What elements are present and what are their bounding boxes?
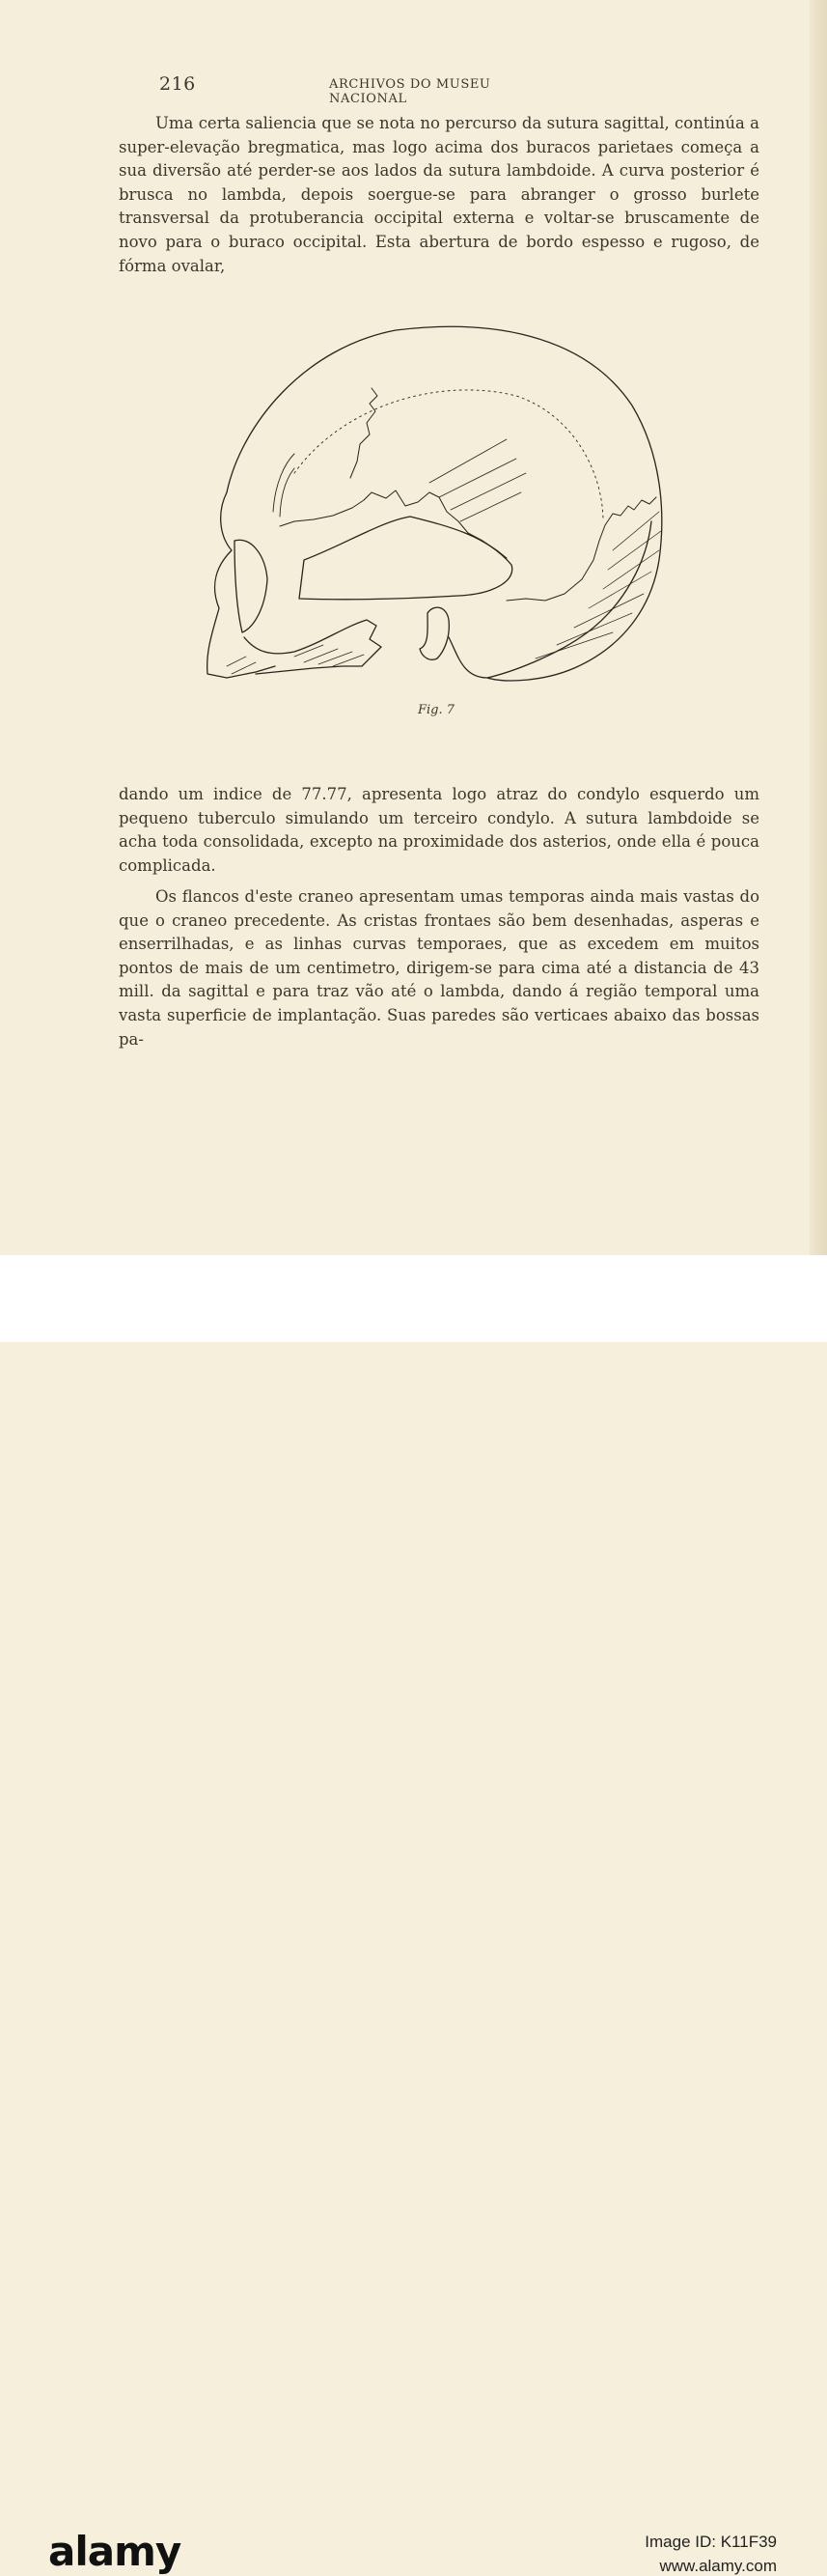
temporal-squama — [299, 517, 512, 600]
paragraph-2: dando um indice de 77.77, apresenta logo atraz do condylo esquerdo um pequeno tuberculo simulando um terceiro condylo. A sutura lambdoide se acha toda consolidada, excepto na proximidade dos asterios, onde ella é pouca complicada. — [119, 785, 759, 875]
mastoid-process — [420, 607, 449, 659]
page-header — [159, 73, 555, 106]
coronal-suture — [350, 388, 377, 478]
squamosal-suture — [280, 490, 507, 558]
image-id-label: Image ID: K11F39 — [645, 2533, 777, 2551]
lambdoid-suture — [507, 497, 656, 601]
orbit-outline — [234, 540, 267, 632]
paragraph-3: Os flancos d'este craneo apresentam umas temporas ainda mais vastas do que o craneo precedente. As cristas frontaes são bem desenhadas, asperas e enserrilhadas, e as linhas curvas temporaes, que as excedem em muitos pontos de mais de um centimetro, dirigem-se para cima até a distancia de 43 mill. da sagittal e para traz vão até o lambda, dando á região temporal uma vasta superficie de implantação. Suas paredes são verticaes abaixo das bossas pa- — [119, 887, 759, 1049]
temporal-line — [294, 390, 603, 521]
page-edge-shadow — [810, 0, 827, 1255]
skull-outline — [227, 326, 662, 681]
watermark-bar — [0, 1255, 827, 2575]
facial-profile — [207, 492, 275, 678]
page-number: 216 — [159, 73, 196, 95]
skull-illustration — [198, 319, 671, 695]
occipital-base — [449, 521, 651, 678]
alamy-logo: alamy — [48, 2528, 181, 2575]
zygomatic-arch — [244, 620, 381, 674]
paragraph-1: Uma certa saliencia que se nota no percurso da sutura sagittal, continúa a super-elevação bregmatica, mas logo acima dos buracos parietaes começa a sua diversão até perder-se aos lados da sutura lambdoide. A curva posterior é brusca no lambda, depois soergue-se para abranger o grosso burlete transversal da protuberancia occipital externa e voltar-se bruscamente de novo para o buraco occipital. Esta abertura de bordo espesso e rugoso, de fórma ovalar, — [119, 114, 759, 275]
site-url[interactable]: www.alamy.com — [659, 2557, 777, 2575]
book-page — [0, 0, 827, 1255]
running-title: ARCHIVOS DO MUSEU NACIONAL — [329, 77, 491, 106]
figure-caption: Fig. 7 — [418, 703, 455, 717]
